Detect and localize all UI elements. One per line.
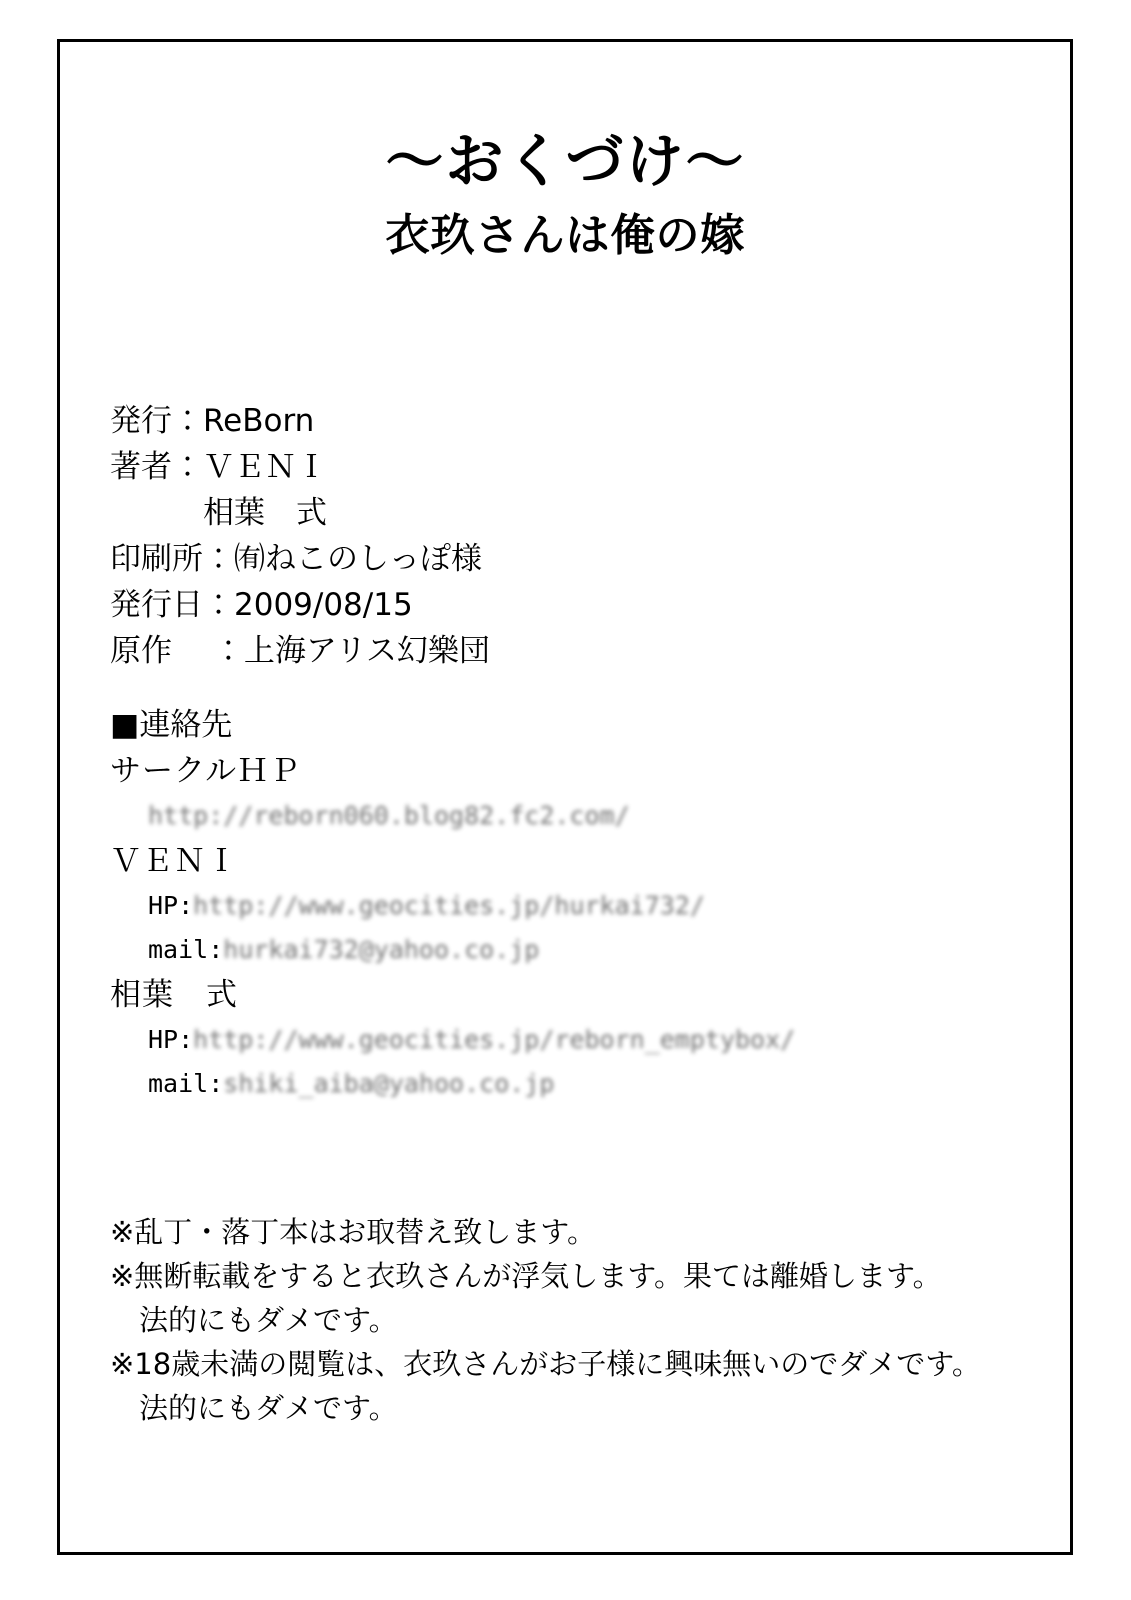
contact-heading: ■連絡先 — [110, 707, 233, 743]
notices-section — [110, 1210, 1040, 1430]
publication-info — [110, 398, 970, 674]
aiba-hp-line — [110, 1018, 990, 1062]
info-line-author: 著者：ＶＥＮＩ — [110, 449, 327, 485]
veni-mail-line — [110, 928, 990, 972]
page-title: ～おくづけ～ — [385, 127, 746, 195]
circle-hp-url[interactable]: http://reborn060.blog82.fc2.com/ — [148, 801, 630, 830]
notice-line-1: ※乱丁・落丁本はお取替え致します。 — [110, 1215, 596, 1249]
info-line-date: 発行日：2009/08/15 — [110, 587, 413, 623]
veni-hp-prefix: HP: — [148, 891, 194, 920]
notice-line-2: ※無断転載をすると衣玖さんが浮気します。果ては離婚します。 — [110, 1259, 942, 1293]
circle-hp-line — [110, 794, 990, 838]
info-line-author-2: 相葉 式 — [110, 495, 327, 531]
notice-line-5: 法的にもダメです。 — [110, 1391, 398, 1425]
veni-mail-prefix: mail: — [148, 935, 224, 964]
contact-entry-aiba-name: 相葉 式 — [110, 977, 238, 1013]
info-line-original-work: 原作 ：上海アリス幻樂団 — [110, 633, 490, 669]
notice-line-4: ※18歳未満の閲覧は、衣玖さんがお子様に興味無いのでダメです。 — [110, 1347, 981, 1381]
veni-hp-url[interactable]: http://www.geocities.jp/hurkai732/ — [193, 891, 705, 920]
notice-line-3: 法的にもダメです。 — [110, 1303, 398, 1337]
info-line-publisher: 発行：ReBorn — [110, 403, 315, 439]
info-line-printer: 印刷所：㈲ねこのしっぽ様 — [110, 541, 482, 577]
veni-mail-address[interactable]: hurkai732@yahoo.co.jp — [223, 935, 540, 964]
title-block — [0, 127, 1131, 261]
contact-section — [110, 702, 990, 1106]
contact-entry-circle-name: サークルＨＰ — [110, 753, 302, 789]
contact-entry-veni-name: ＶＥＮＩ — [110, 843, 238, 879]
aiba-mail-line — [110, 1062, 990, 1106]
aiba-hp-prefix: HP: — [148, 1025, 194, 1054]
veni-hp-line — [110, 884, 990, 928]
aiba-mail-prefix: mail: — [148, 1069, 224, 1098]
page-subtitle: 衣玖さんは俺の嫁 — [385, 209, 746, 261]
aiba-mail-address[interactable]: shiki_aiba@yahoo.co.jp — [223, 1069, 555, 1098]
aiba-hp-url[interactable]: http://www.geocities.jp/reborn_emptybox/ — [193, 1025, 796, 1054]
